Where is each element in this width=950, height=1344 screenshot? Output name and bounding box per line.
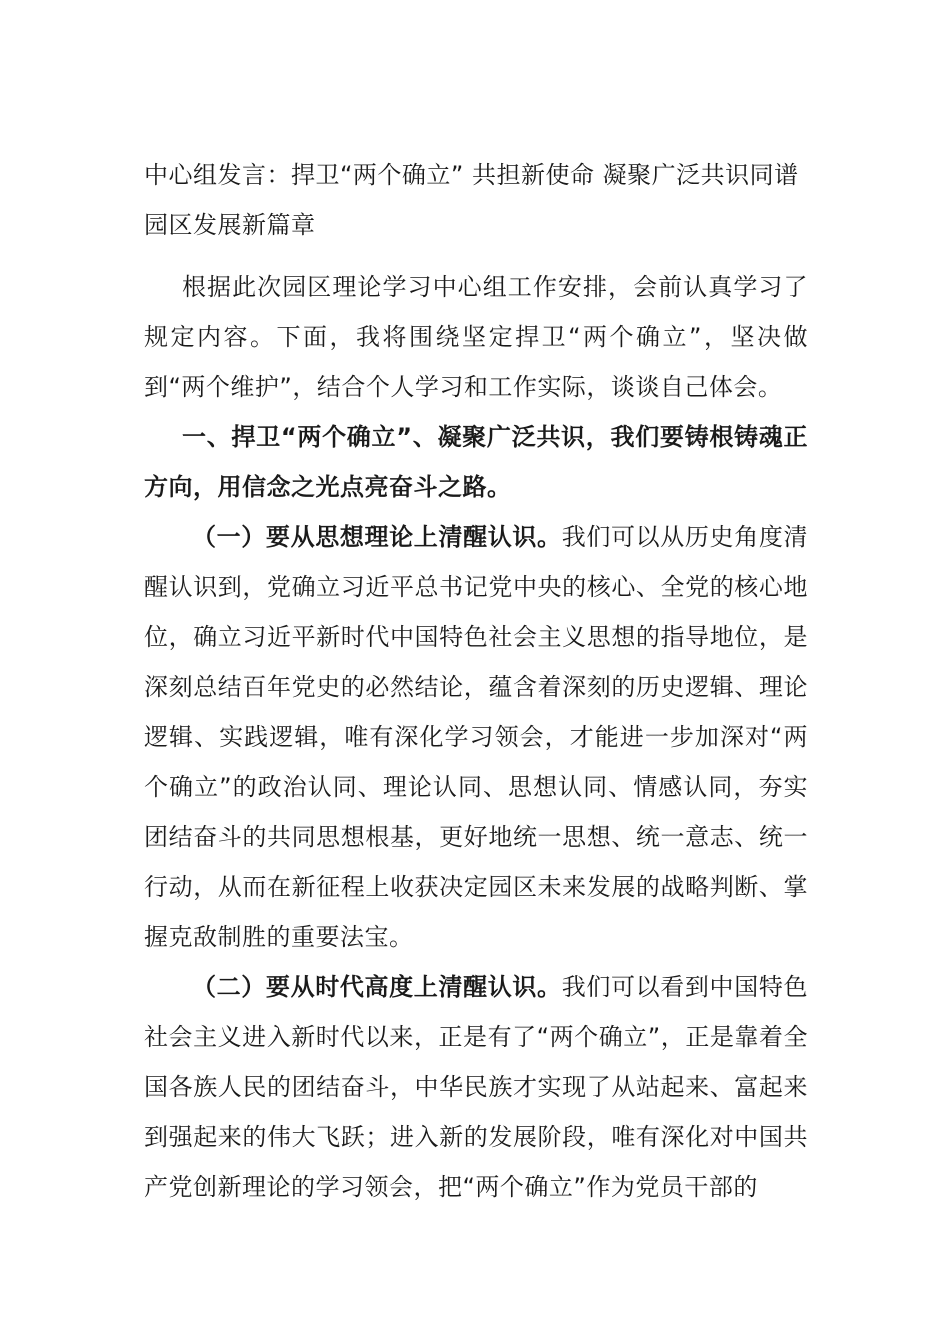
subsection-1-paragraph xyxy=(144,512,808,962)
document-page xyxy=(144,150,808,1212)
subsection-2-paragraph xyxy=(144,962,808,1212)
subsection-1-body: 我们可以从历史角度清醒认识到，党确立习近平总书记党中央的核心、全党的核心地位，确立习近平新时代中国特色社会主义思想的指导地位，是深刻总结百年党史的必然结论，蕴含着深刻的历史逻辑、理论逻辑、实践逻辑，唯有深化学习领会，才能进一步加深对“两个确立”的政治认同、理论认同、思想认同、情感认同，夯实团结奋斗的共同思想根基，更好地统一思想、统一意志、统一行动，从而在新征程上收获决定园区未来发展的战略判断、掌握克敌制胜的重要法宝。 xyxy=(144,523,808,951)
intro-paragraph: 根据此次园区理论学习中心组工作安排，会前认真学习了规定内容。下面，我将围绕坚定捍卫“两个确立”，坚决做到“两个维护”，结合个人学习和工作实际，谈谈自己体会。 xyxy=(144,273,808,401)
document-title: 中心组发言：捍卫“两个确立” 共担新使命 凝聚广泛共识同谱园区发展新篇章 xyxy=(144,161,799,239)
subsection-2-body: 我们可以看到中国特色社会主义进入新时代以来，正是有了“两个确立”，正是靠着全国各族人民的团结奋斗，中华民族才实现了从站起来、富起来到强起来的伟大飞跃；进入新的发展阶段，唯有深化对中国共产党创新理论的学习领会，把“两个确立”作为党员干部的 xyxy=(144,973,808,1201)
subsection-1-heading: （一）要从思想理论上清醒认识。 xyxy=(192,523,562,551)
section-1-heading: 一、捍卫“两个确立”、凝聚广泛共识，我们要铸根铸魂正方向，用信念之光点亮奋斗之路。 xyxy=(144,423,808,501)
subsection-2-heading: （二）要从时代高度上清醒认识。 xyxy=(192,973,562,1001)
